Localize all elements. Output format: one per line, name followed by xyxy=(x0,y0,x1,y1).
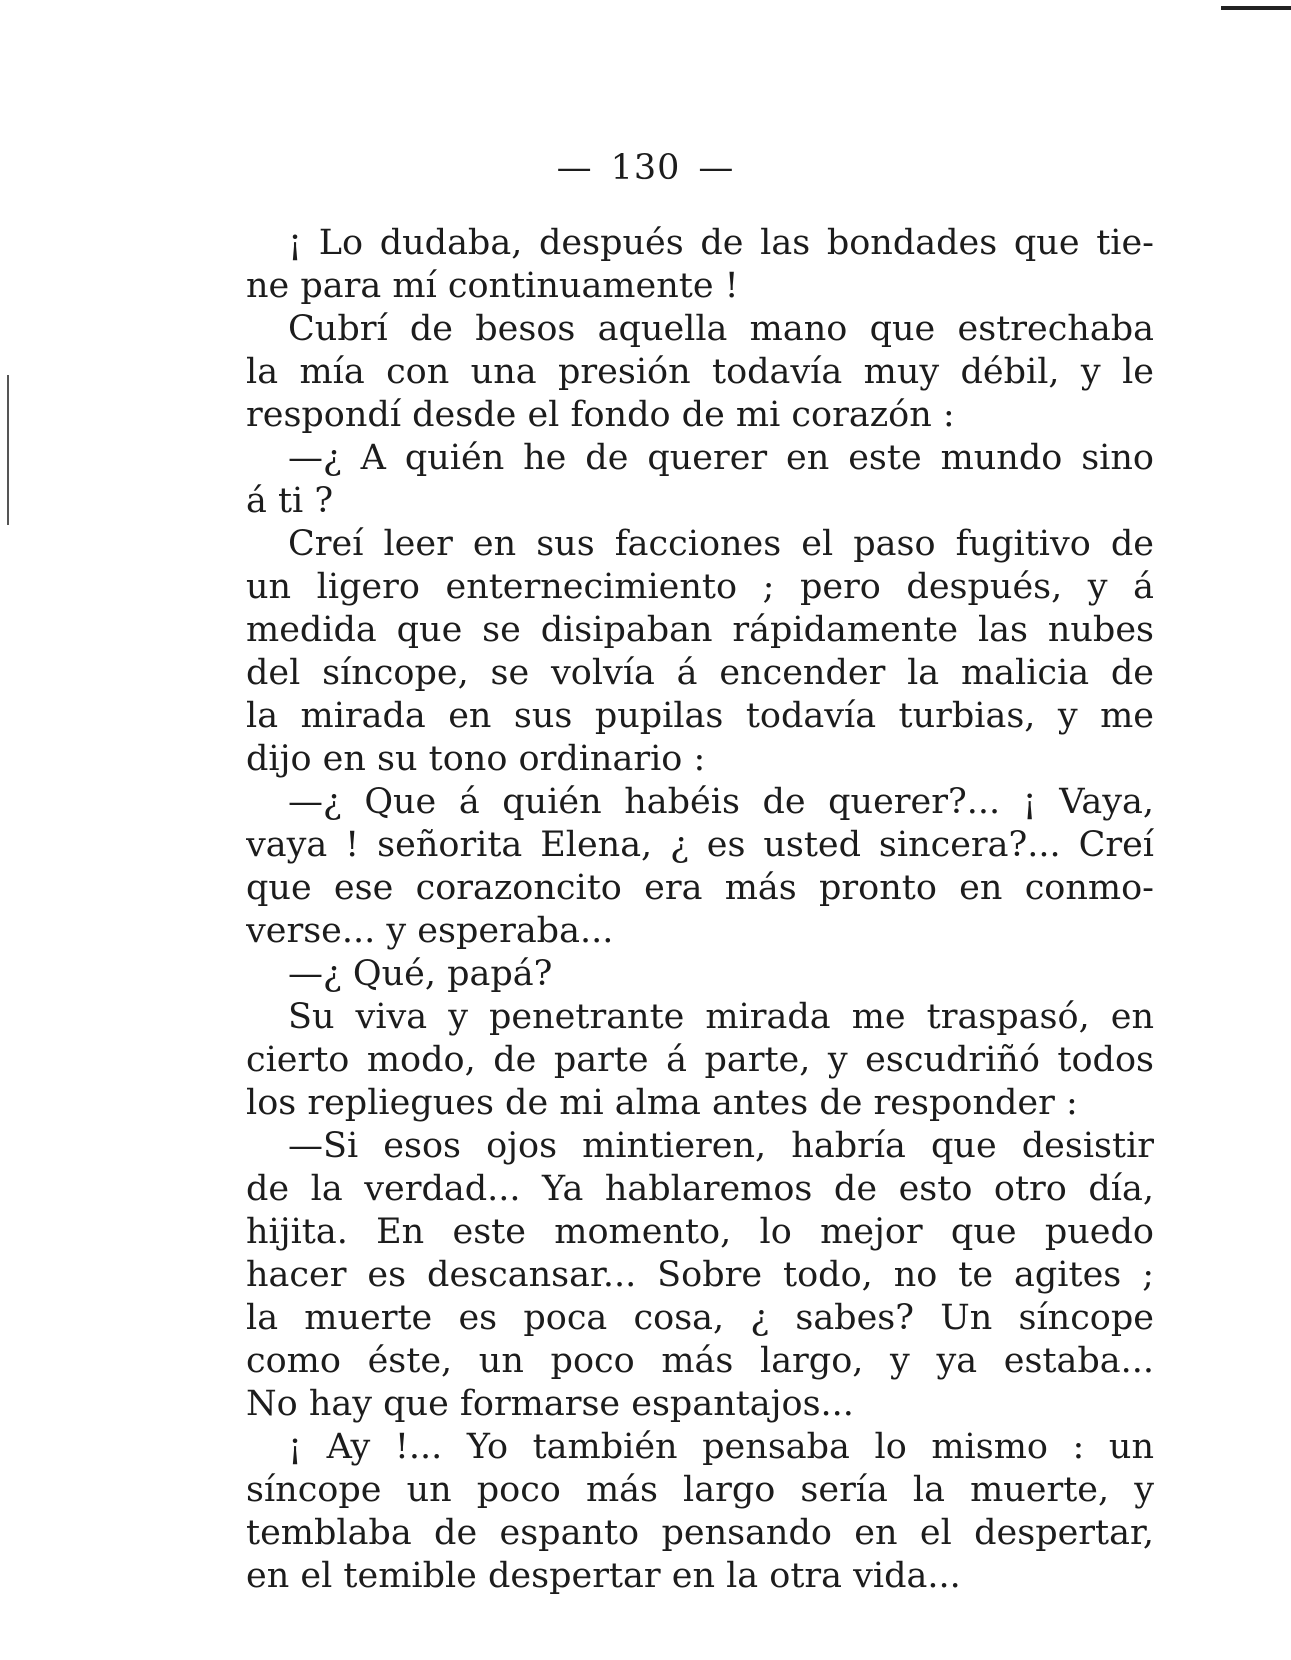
page-number-right-dash: — xyxy=(698,148,735,188)
text-line: que ese corazoncito era más pronto en conmo- xyxy=(246,868,1154,908)
text-line: verse... y esperaba... xyxy=(246,911,614,951)
text-line: hacer es descansar... Sobre todo, no te agites ; xyxy=(246,1255,1154,1295)
text-line: de la verdad... Ya hablaremos de esto otro día, xyxy=(246,1169,1154,1209)
text-line: —¿ Que á quién habéis de querer?... ¡ Vaya, xyxy=(288,782,1154,822)
text-line: un ligero enternecimiento ; pero después, y á xyxy=(246,567,1154,607)
text-line: —Si esos ojos mintieren, habría que desistir xyxy=(288,1126,1154,1166)
top-edge-rule xyxy=(1221,6,1291,10)
text-line: Su viva y penetrante mirada me traspasó, en xyxy=(288,997,1154,1037)
text-line: como éste, un poco más largo, y ya estaba... xyxy=(246,1341,1154,1381)
text-line: la mirada en sus pupilas todavía turbias, y me xyxy=(246,696,1154,736)
text-line: Creí leer en sus facciones el paso fugitivo de xyxy=(288,524,1154,564)
text-line: vaya ! señorita Elena, ¿ es usted sincera?... Creí xyxy=(246,825,1154,865)
text-line: respondí desde el fondo de mi corazón : xyxy=(246,395,955,435)
text-line: síncope un poco más largo sería la muerte, y xyxy=(246,1470,1154,1510)
text-line: Cubrí de besos aquella mano que estrechaba xyxy=(288,309,1154,349)
text-line: No hay que formarse espantajos... xyxy=(246,1384,854,1424)
text-line: los repliegues de mi alma antes de responder : xyxy=(246,1083,1078,1123)
text-line: la mía con una presión todavía muy débil, y le xyxy=(246,352,1154,392)
text-line: ¡ Ay !... Yo también pensaba lo mismo : un xyxy=(288,1427,1154,1467)
text-line: —¿ Qué, papá? xyxy=(288,954,553,994)
text-line: —¿ A quién he de querer en este mundo sino xyxy=(288,438,1154,478)
margin-mark xyxy=(7,375,9,525)
text-line: cierto modo, de parte á parte, y escudriñó todos xyxy=(246,1040,1154,1080)
text-line: en el temible despertar en la otra vida... xyxy=(246,1556,961,1596)
text-line: temblaba de espanto pensando en el despertar, xyxy=(246,1513,1154,1553)
text-line: la muerte es poca cosa, ¿ sabes? Un síncope xyxy=(246,1298,1154,1338)
page-number-value: 130 xyxy=(610,148,681,188)
text-line: ¡ Lo dudaba, después de las bondades que tie- xyxy=(288,223,1154,263)
text-line: ne para mí continuamente ! xyxy=(246,266,739,306)
page-number xyxy=(0,148,1291,188)
body-text xyxy=(246,222,1154,1598)
text-line: á ti ? xyxy=(246,481,334,521)
page-number-left-dash: — xyxy=(556,148,593,188)
text-line: del síncope, se volvía á encender la malicia de xyxy=(246,653,1154,693)
text-line: hijita. En este momento, lo mejor que puedo xyxy=(246,1212,1154,1252)
text-line: dijo en su tono ordinario : xyxy=(246,739,706,779)
text-line: medida que se disipaban rápidamente las nubes xyxy=(246,610,1154,650)
